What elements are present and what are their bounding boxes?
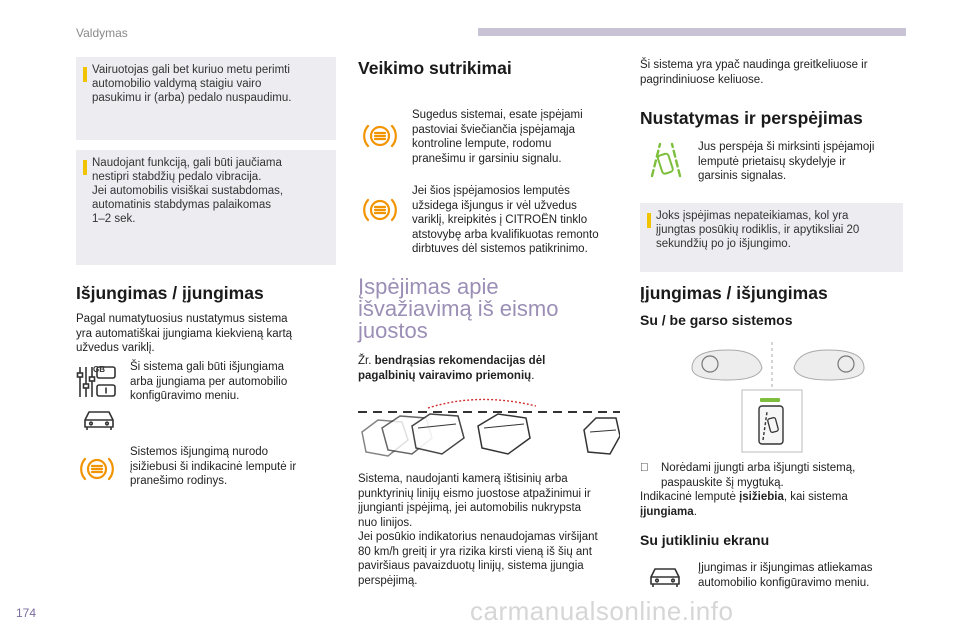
- section-heading: Veikimo sutrikimai: [358, 58, 512, 78]
- paragraph: Pagal numatytuosius nustatymus sistema yra automatiškai įjungiama kiekvieną kartą užvedus variklį.: [76, 313, 293, 354]
- note-box: [76, 57, 336, 140]
- note-marker: [647, 213, 651, 228]
- ind-suffix: .: [693, 505, 697, 518]
- paragraph: Jei šios įspėjamosios lemputės užsidega išjungus ir vėl užvedus variklį, kreipkitės į CITROËN tinklo atstovybę arba kvalifikuotas remonto dirbtuves dėl sistemos patikrinimo.: [412, 185, 599, 255]
- ind-prefix: Indikacinė lemputė: [640, 491, 740, 503]
- lane-warning-icon: [362, 118, 398, 154]
- steering-column-illustration: [688, 340, 868, 456]
- ref-suffix: .: [531, 369, 535, 382]
- note-text: Vairuotojas gali bet kuriuo metu perimti automobilio valdymą staigiu vairo pasukimu ir (arba) pedalo nuspaudimu.: [92, 64, 292, 104]
- ind-bold: įsižiebia: [739, 491, 784, 503]
- section-heading: Įjungimas / išjungimas: [640, 283, 828, 303]
- note-marker: [83, 67, 87, 82]
- paragraph: Sistema, naudojanti kamerą ištisinių arba punktyrinių linijų eismo juostose atpažinimui ir įjungianti įspėjimą, jei automobilis nukrypsta nuo linijos. Jei posūkio indikatorius nenaudojamas viršijant 80 km/h greitį ir yra rizika kirsti vieną iš šių ant paviršiaus pavaizduotų linijų, sistema įjungia perspėjimą.: [358, 473, 598, 587]
- lane-departure-illustration: [358, 392, 620, 462]
- subsection-heading: Su / be garso sistemos: [640, 312, 793, 328]
- section-heading: Išjungimas / įjungimas: [76, 283, 264, 303]
- lane-warning-icon: [79, 451, 115, 487]
- paragraph: Sugedus sistemai, esate įspėjami pastoviai šviečiančia įspėjamąja kontroline lempute, rodomu pranešimu ir garsiniu signalu.: [412, 109, 583, 165]
- note-text: Joks įspėjimas nepateikiamas, kol yra įjungtas posūkių rodiklis, ir apytiksliai 20 sekundžių po jo išjungimo.: [656, 210, 860, 250]
- lane-warning-icon: [362, 192, 398, 228]
- note-box: [640, 203, 903, 272]
- watermark: carmanualsonline.info: [470, 596, 734, 626]
- paragraph: Ši sistema yra ypač naudinga greitkeliuose ir pagrindiniuose keliuose.: [640, 59, 868, 86]
- paragraph: Ši sistema gali būti išjungiama arba įjungiama per automobilio konfigūravimo meniu.: [130, 361, 288, 402]
- indicator-text: [640, 490, 902, 519]
- car-outline-icon: [82, 408, 116, 432]
- paragraph: Įjungimas ir išjungimas atliekamas automobilio konfigūravimo meniu.: [698, 562, 873, 589]
- paragraph: Norėdami įjungti arba išjungti sistemą, paspauskite šį mygtuką.: [661, 462, 856, 489]
- ind-mid: , kai sistema: [783, 491, 848, 503]
- ref-bold: bendrąsias rekomendacijas dėl pagalbinių vairavimo priemonių: [358, 355, 546, 382]
- ref-prefix: Žr.: [358, 355, 375, 367]
- section-heading-light: Įspėjimas apie išvažiavimą iš eismo juostos: [358, 274, 559, 343]
- subsection-heading: Su jutikliniu ekranu: [640, 532, 770, 548]
- header-bar: [478, 28, 906, 36]
- section-header: Valdymas: [76, 26, 128, 40]
- ind-bold: įjungiama: [640, 505, 694, 518]
- paragraph: Sistemos išjungimą nurodo įsižiebusi ši indikacinė lemputė ir pranešimo rodinys.: [130, 446, 297, 487]
- section-heading: Nustatymas ir perspėjimas: [640, 108, 863, 128]
- gb-label: GB: [93, 365, 105, 374]
- note-marker: [83, 160, 87, 175]
- paragraph: Jus perspėja ši mirksinti įspėjamoji lemputė prietaisų skydelyje ir garsinis signalas.: [698, 141, 875, 182]
- note-box: [76, 150, 336, 265]
- page-number: 174: [16, 606, 37, 620]
- note-text: Naudojant funkciją, gali būti jaučiama nestipri stabdžių pedalo vibracija. Jei automobilis visiškai sustabdomas, automatinis stabdymas palaikomas 1–2 sek.: [92, 157, 284, 225]
- car-outline-icon: [648, 565, 682, 589]
- reference: [358, 354, 620, 383]
- bullet-icon: [640, 461, 654, 476]
- lane-departure-icon: [646, 140, 686, 180]
